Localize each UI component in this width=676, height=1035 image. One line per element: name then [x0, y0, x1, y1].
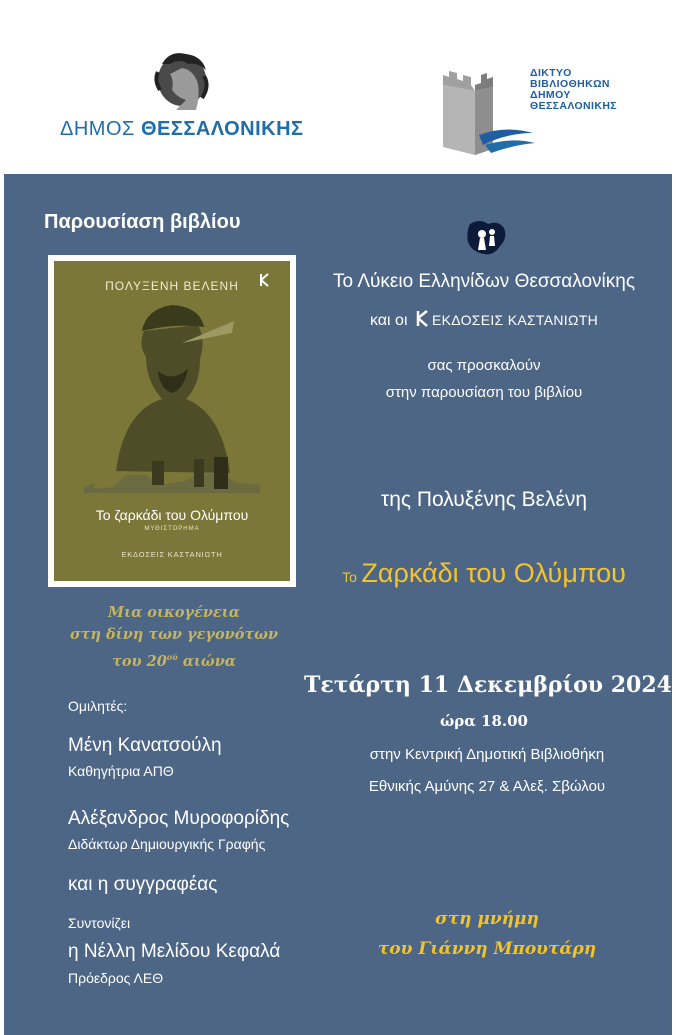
event-venue: στην Κεντρική Δημοτική Βιβλιοθήκη [369, 746, 605, 763]
speaker1-name: Μένη Κανατσούλη [68, 735, 222, 756]
event-poster [4, 174, 672, 1035]
speaker2-name: Αλέξανδρος Μυροφορίδης [68, 808, 290, 829]
municipality-name: ΔΗΜΟΣ ΘΕΣΣΑΛΟΝΙΚΗΣ [60, 118, 304, 140]
library-network-logo [435, 55, 655, 165]
cover-publisher: ΕΚΔΟΣΕΙΣ ΚΑΣΤΑΝΙΩΤΗ [121, 550, 223, 559]
alexander-head-icon [140, 50, 220, 112]
cover-subtitle: ΜΥΘΙΣΤΟΡΗΜΑ [144, 526, 200, 532]
library-tower-icon [435, 55, 535, 155]
portrait-illustration [54, 261, 290, 581]
coordinator-name: η Νέλλη Μελίδου Κεφαλά [68, 941, 281, 962]
by-author: της Πολυξένης Βελένη [380, 488, 588, 511]
coordinator-label: Συντονίζει [68, 915, 131, 931]
speakers-label: Ομιλητές: [68, 698, 128, 714]
lyceum-emblem-icon [464, 218, 510, 258]
book-cover-art [54, 261, 290, 581]
memorial-dedication: στη μνήμη του Γιάννη Μπουτάρη [377, 909, 597, 959]
speaker2-role: Διδάκτωρ Δημιουργικής Γραφής [68, 836, 266, 852]
municipality-logo [60, 50, 320, 150]
book-title: Το Ζαρκάδι του Ολύμπου [342, 558, 626, 588]
book-cover [48, 255, 296, 587]
header [0, 0, 676, 174]
invite-text: σας προσκαλούν στην παρουσίαση του βιβλίου [385, 357, 583, 401]
copublisher-line: και οι ΕΚΔΟΣΕΙΣ ΚΑΣΤΑΝΙΩΤΗ [369, 312, 599, 329]
speaker1-role: Καθηγήτρια ΑΠΘ [68, 763, 174, 779]
kastanioti-mark-icon [416, 310, 430, 327]
event-date: Τετάρτη 11 Δεκεμβρίου 2024 [304, 672, 672, 698]
tagline: Μια οικογένεια στη δίνη των γεγονότων του $20^{oύ}$ αιώνα [69, 604, 279, 670]
library-network-name: ΔΙΚΤΥΟ ΒΙΒΛΙΟΘΗΚΩΝ ΔΗΜΟΥ ΘΕΣΣΑΛΟΝΙΚΗΣ [530, 67, 618, 112]
cover-author: ΠΟΛΥΞΕΝΗ ΒΕΛΕΝΗ [105, 279, 239, 293]
section-title: Παρουσίαση βιβλίου [44, 211, 241, 233]
organizer: Το Λύκειο Ελληνίδων Θεσσαλονίκης [333, 271, 635, 292]
author-line: και η συγγραφέας [68, 874, 218, 895]
cover-title: Το ζαρκάδι του Ολύμπου [95, 507, 249, 523]
coordinator-role: Πρόεδρος ΛΕΘ [68, 970, 164, 986]
event-time: ώρα 18.00 [440, 712, 528, 730]
event-address: Εθνικής Αμύνης 27 & Αλεξ. Σβώλου [368, 778, 606, 795]
